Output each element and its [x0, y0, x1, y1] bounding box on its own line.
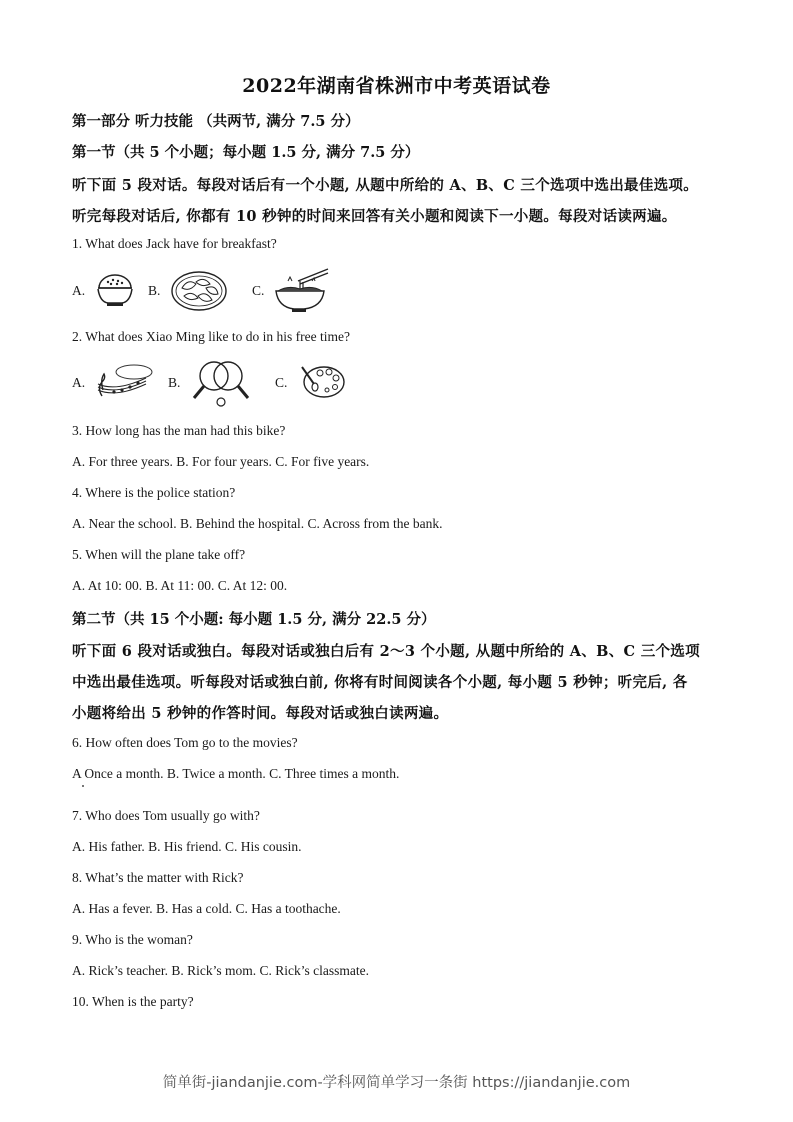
question-5: 5. When will the plane take off? [72, 547, 246, 562]
question-4-options: A. Near the school. B. Behind the hospital. C. Across from the bank. [72, 516, 443, 531]
question-6: 6. How often does Tom go to the movies? [72, 735, 298, 750]
section1-heading: 第一节（共 5 个小题；每小题 1.5 分, 满分 7.5 分） [72, 144, 420, 161]
question-9-options: A. Rick’s teacher. B. Rick’s mom. C. Rick’s classmate. [72, 963, 369, 978]
music-notes-icon [94, 362, 154, 402]
section2-instruction-line2: 中选出最佳选项。听每段对话或独白前, 你将有时间阅读各个小题, 每小题 5 秒钟；听完后, 各 [72, 674, 688, 691]
question-1: 1. What does Jack have for breakfast? [72, 236, 277, 251]
question-10: 10. When is the party? [72, 994, 194, 1009]
section2-instruction-line3: 小题将给出 5 秒钟的作答时间。每段对话或独白读两遍。 [72, 705, 449, 722]
rice-bowl-icon [95, 272, 135, 308]
question-7: 7. Who does Tom usually go with? [72, 808, 260, 823]
noodles-bowl-icon [272, 265, 330, 315]
question-5-options: A. At 10: 00. B. At 11: 00. C. At 12: 00. [72, 578, 288, 593]
q1-option-b-label: B. [148, 283, 161, 298]
q2-option-b-label: B. [168, 375, 181, 390]
q2-option-a-label: A. [72, 375, 86, 390]
question-8: 8. What’s the matter with Rick? [72, 870, 244, 885]
section1-instruction-line1: 听下面 5 段对话。每段对话后有一个小题, 从题中所给的 A、B、C 三个选项中选出最佳选项。 [72, 177, 699, 194]
q1-option-a-label: A. [72, 283, 86, 298]
question-7-options: A. His father. B. His friend. C. His cousin. [72, 839, 302, 854]
page-title: 2022年湖南省株洲市中考英语试卷 [242, 75, 551, 97]
question-9: 9. Who is the woman? [72, 932, 193, 947]
section2-heading: 第二节（共 15 个小题: 每小题 1.5 分, 满分 22.5 分） [72, 611, 436, 628]
section2-instruction-line1: 听下面 6 段对话或独白。每段对话或独白后有 2～3 个小题, 从题中所给的 A、B、C 三个选项 [72, 643, 700, 660]
question-8-options: A. Has a fever. B. Has a cold. C. Has a toothache. [72, 901, 341, 916]
question-2: 2. What does Xiao Ming like to do in his free time? [72, 329, 350, 344]
question-3: 3. How long has the man had this bike? [72, 423, 286, 438]
q1-option-c-label: C. [252, 283, 265, 298]
q2-option-c-label: C. [275, 375, 288, 390]
dumplings-plate-icon [170, 270, 228, 312]
ping-pong-paddles-icon [190, 358, 252, 408]
paint-palette-icon [298, 364, 346, 400]
question-4: 4. Where is the police station? [72, 485, 236, 500]
question-3-options: A. For three years. B. For four years. C. For five years. [72, 454, 370, 469]
footer-watermark: 简单街-jiandanjie.com-学科网简单学习一条街 https://jiandanjie.com [162, 1075, 631, 1091]
question-6-options: A Once a month. B. Twice a month. C. Three times a month. [72, 766, 400, 781]
section1-instruction-line2: 听完每段对话后, 你都有 10 秒钟的时间来回答有关小题和阅读下一小题。每段对话读两遍。 [72, 208, 677, 225]
part1-heading: 第一部分 听力技能 （共两节, 满分 7.5 分） [72, 113, 360, 130]
stray-mark [82, 785, 84, 787]
